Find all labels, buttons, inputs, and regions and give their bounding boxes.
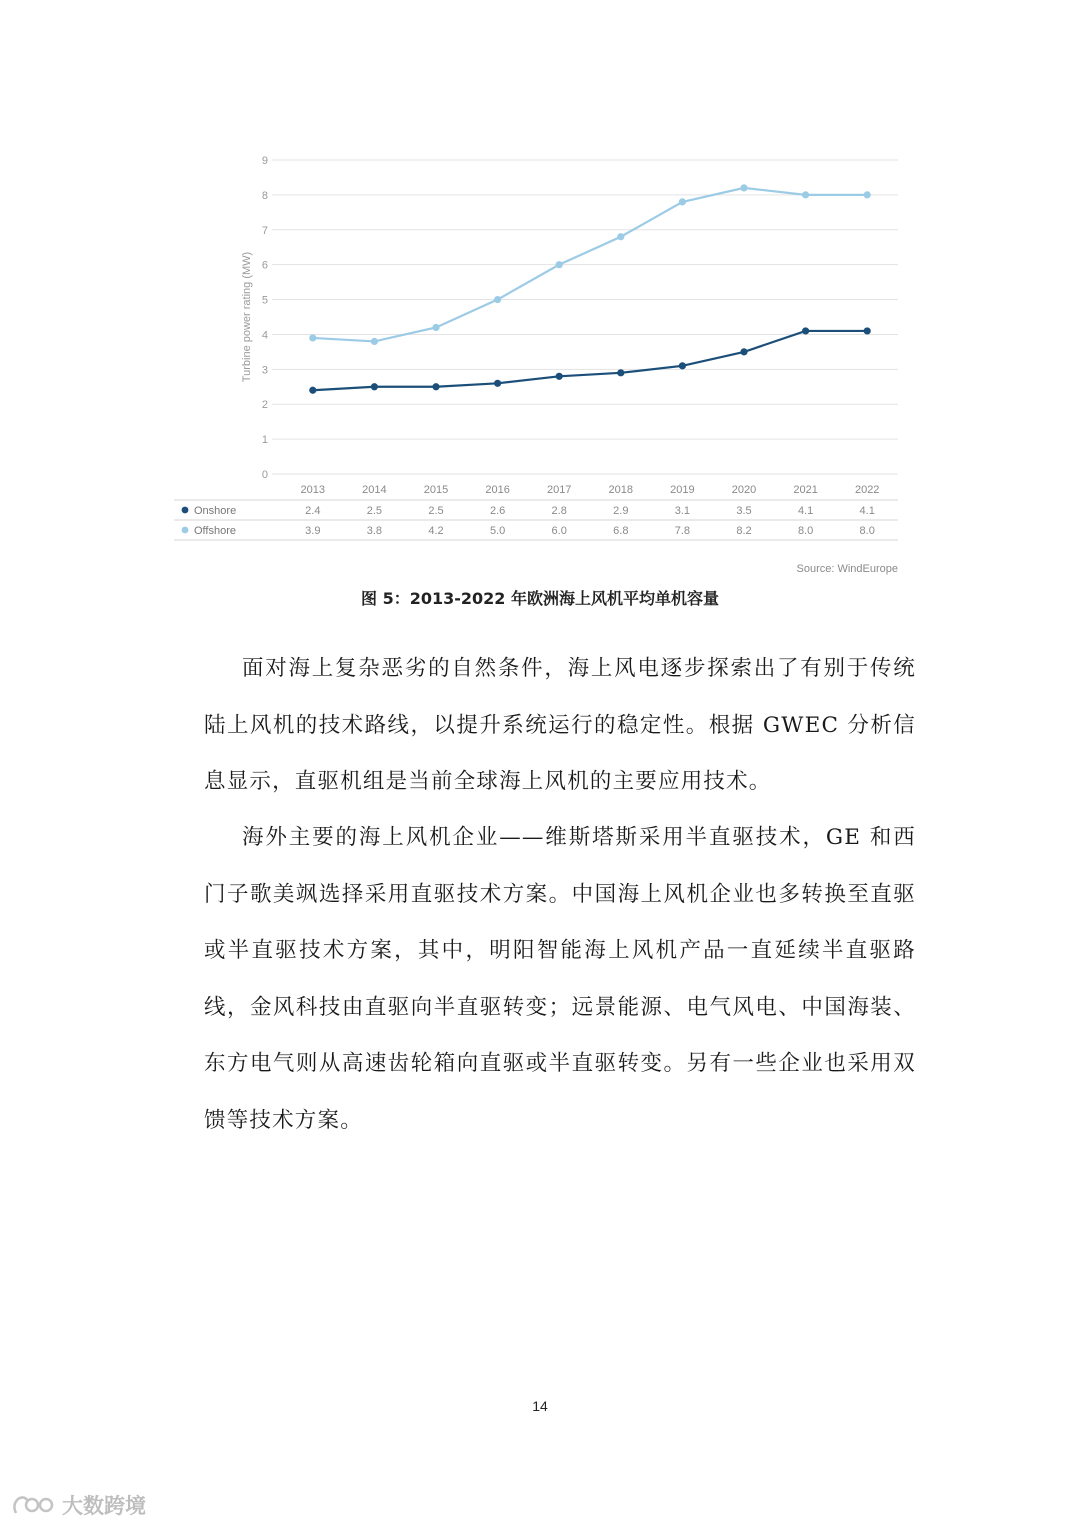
data-point-onshore-2019 <box>679 362 686 369</box>
table-cell-offshore-2015: 4.2 <box>428 525 444 537</box>
table-cell-onshore-2020: 3.5 <box>736 505 752 517</box>
data-point-offshore-2014 <box>371 338 378 345</box>
x-tick-label-2019: 2019 <box>670 484 695 496</box>
body-paragraph-2: 海外主要的海上风机企业——维斯塔斯采用半直驱技术，GE 和西门子歌美飒选择采用直驱技术方案。中国海上风机企业也多转换至直驱或半直驱技术方案，其中，明阳智能海上风机产品一直延续半直驱路线，金风科技由直驱向半直驱转变；远景能源、电气风电、中国海装、东方电气则从高速齿轮箱向直驱或半直驱转变。另有一些企业也采用双馈等技术方案。 <box>204 825 916 1133</box>
data-point-offshore-2017 <box>556 261 563 268</box>
x-tick-label-2014: 2014 <box>362 484 387 496</box>
table-cell-offshore-2014: 3.8 <box>366 525 383 537</box>
table-cell-onshore-2014: 2.5 <box>366 505 383 517</box>
x-tick-label-2015: 2015 <box>423 484 449 496</box>
series-line-onshore <box>313 331 867 390</box>
data-point-onshore-2015 <box>432 383 439 390</box>
data-point-offshore-2015 <box>432 324 439 331</box>
table-cell-offshore-2022: 8.0 <box>859 525 875 537</box>
legend-label-onshore: Onshore <box>194 505 237 517</box>
x-tick-label-2021: 2021 <box>793 484 818 496</box>
table-cell-onshore-2018: 2.9 <box>613 505 629 517</box>
x-tick-label-2018: 2018 <box>608 484 634 496</box>
data-point-offshore-2019 <box>679 198 686 205</box>
data-point-offshore-2013 <box>309 334 316 341</box>
data-point-offshore-2020 <box>740 184 747 191</box>
data-point-offshore-2016 <box>494 296 501 303</box>
table-cell-onshore-2013: 2.4 <box>305 505 321 517</box>
chart-figure <box>170 148 910 588</box>
y-tick-label-8: 8 <box>261 189 268 202</box>
table-cell-onshore-2015: 2.5 <box>428 505 444 517</box>
watermark <box>10 1490 146 1520</box>
data-point-onshore-2020 <box>740 348 747 355</box>
legend-marker-offshore <box>182 527 189 534</box>
y-tick-label-6: 6 <box>261 259 268 272</box>
chart-source-label: Source: WindEurope <box>796 563 898 575</box>
y-tick-label-9: 9 <box>261 155 268 167</box>
legend-marker-onshore <box>182 507 189 514</box>
x-tick-label-2013: 2013 <box>300 484 326 496</box>
line-chart <box>170 148 910 588</box>
x-tick-label-2022: 2022 <box>854 484 880 496</box>
legend-label-offshore: Offshore <box>194 525 236 537</box>
watermark-text: 大数跨境 <box>62 1494 146 1518</box>
data-point-onshore-2016 <box>494 380 501 387</box>
table-cell-offshore-2019: 7.8 <box>674 525 691 537</box>
table-cell-offshore-2020: 8.2 <box>736 525 752 537</box>
data-point-onshore-2022 <box>864 327 871 334</box>
y-tick-label-0: 0 <box>261 469 268 481</box>
x-tick-label-2017: 2017 <box>546 484 572 496</box>
y-tick-label-7: 7 <box>261 224 268 237</box>
y-tick-label-2: 2 <box>261 399 268 412</box>
y-tick-label-4: 4 <box>261 329 268 342</box>
table-cell-onshore-2016: 2.6 <box>489 505 506 517</box>
data-point-onshore-2021 <box>802 327 809 334</box>
y-axis-title: Turbine power rating (MW) <box>241 251 253 383</box>
table-cell-offshore-2017: 6.0 <box>551 525 567 537</box>
y-tick-label-1: 1 <box>261 434 268 447</box>
data-point-onshore-2013 <box>309 387 316 394</box>
table-cell-onshore-2021: 4.1 <box>797 505 814 517</box>
data-point-offshore-2021 <box>802 191 809 198</box>
body-paragraph-1: 面对海上复杂恶劣的自然条件，海上风电逐步探索出了有别于传统陆上风机的技术路线，以提升系统运行的稳定性。根据 GWEC 分析信息显示，直驱机组是当前全球海上风机的主要应用技术。 <box>204 656 916 794</box>
data-point-onshore-2014 <box>371 383 378 390</box>
figure-caption: 图 5：2013-2022 年欧洲海上风机平均单机容量 <box>361 589 719 608</box>
x-tick-label-2020: 2020 <box>731 484 757 496</box>
x-tick-label-2016: 2016 <box>485 484 510 496</box>
table-cell-offshore-2018: 6.8 <box>613 525 629 537</box>
page-number: 14 <box>532 1398 548 1414</box>
table-cell-offshore-2021: 8.0 <box>797 525 814 537</box>
table-cell-onshore-2019: 3.1 <box>674 505 691 517</box>
table-cell-onshore-2022: 4.1 <box>859 505 875 517</box>
y-tick-label-5: 5 <box>261 294 268 307</box>
data-point-onshore-2017 <box>556 373 563 380</box>
watermark-logo-icon <box>10 1493 56 1517</box>
table-cell-offshore-2013: 3.9 <box>305 525 321 537</box>
table-cell-onshore-2017: 2.8 <box>551 505 567 517</box>
data-point-offshore-2018 <box>617 233 624 240</box>
data-point-onshore-2018 <box>617 369 624 376</box>
table-cell-offshore-2016: 5.0 <box>489 525 506 537</box>
data-point-offshore-2022 <box>864 191 871 198</box>
y-tick-label-3: 3 <box>261 364 268 377</box>
